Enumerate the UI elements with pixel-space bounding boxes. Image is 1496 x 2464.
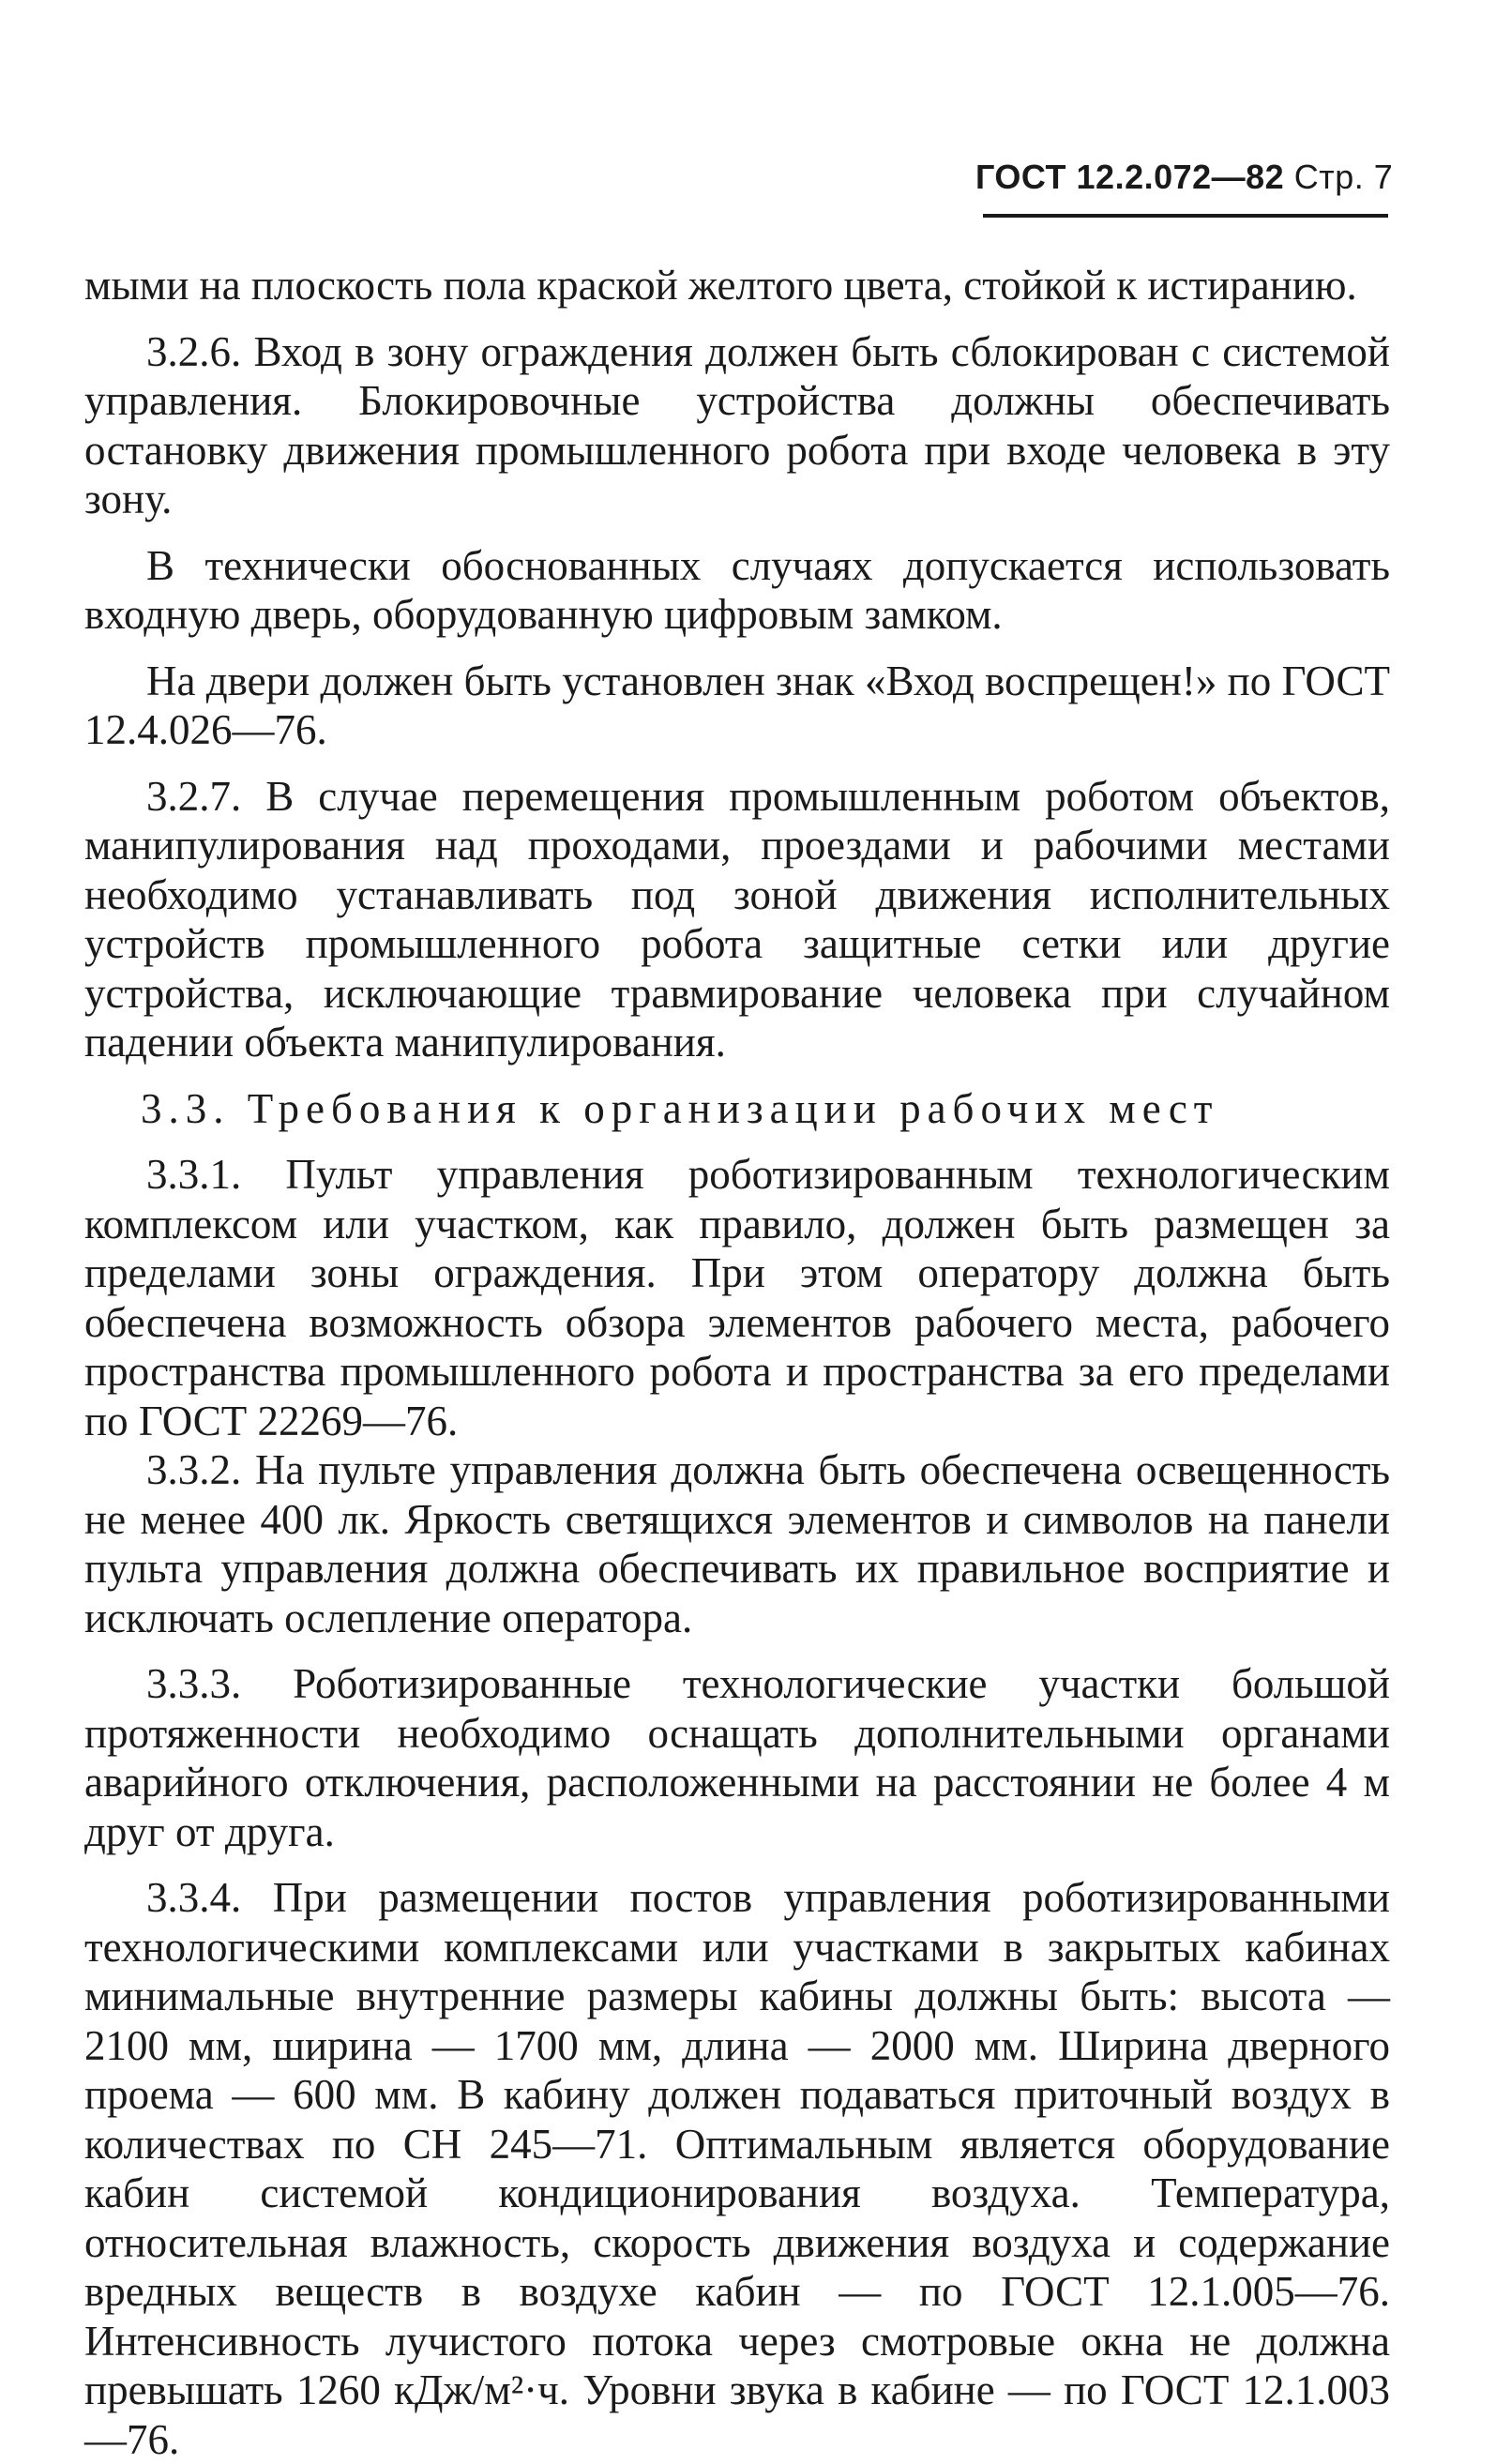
paragraph-digital-lock: В технически обоснованных случаях допускается использовать входную дверь, оборудованную цифровым замком.	[84, 541, 1390, 638]
paragraph-3-3-4: 3.3.4. При размещении постов управления роботизированными технологическими комплексами или участками в закрытых кабинах минимальные внутренние размеры кабины должны быть: высота — 2100 мм, ширина — 1700 мм, длина — 2000 мм. Ширина дверного проема — 600 мм. В кабину должен подаваться приточный воздух в количествах по СН 245—71. Оптимальным является оборудование кабин системой кондиционирования воздуха. Температура, относительная влажность, скорость движения воздуха и содержание вредных веществ в воздухе кабин — по ГОСТ 12.1.005—76. Интенсивность лучистого потока через смотровые окна не должна превышать 1260 кДж/м²·ч. Уровни звука в кабине — по ГОСТ 12.1.003—76.	[84, 1874, 1390, 2463]
page-number: Стр. 7	[1293, 158, 1394, 196]
paragraph-continuation: мыми на плоскость пола краской желтого цвета, стойкой к истиранию.	[84, 262, 1357, 309]
document-body	[84, 261, 1390, 2464]
paragraph-3-2-7: 3.2.7. В случае перемещения промышленным роботом объектов, манипулирования над проходами, проездами и рабочими местами необходимо устанавливать под зоной движения исполнительных устройств промышленного робота защитные сетки или другие устройства, исключающие травмирование человека при случайном падении объекта манипулирования.	[84, 772, 1390, 1066]
paragraph-3-2-6: 3.2.6. Вход в зону ограждения должен быть сблокирован с системой управления. Блокировочные устройства должны обеспечивать остановку движения промышленного робота при входе человека в эту зону.	[84, 327, 1390, 522]
paragraph-warning-sign: На двери должен быть установлен знак «Вход воспрещен!» по ГОСТ 12.4.026—76.	[84, 657, 1390, 753]
header-rule	[983, 214, 1388, 218]
paragraph-3-3-3: 3.3.3. Роботизированные технологические участки большой протяженности необходимо оснащать дополнительными органами аварийного отключения, расположенными на расстоянии не более 4 м друг от друга.	[84, 1660, 1390, 1855]
standard-title: ГОСТ 12.2.072—82	[975, 158, 1285, 196]
paragraph-3-3-2: 3.3.2. На пульте управления должна быть обеспечена освещенность не менее 400 лк. Яркость светящихся элементов и символов на панели пульта управления должна обеспечивать их правильное восприятие и исключать ослепление оператора.	[84, 1446, 1390, 1641]
page-header	[975, 158, 1394, 197]
paragraph-3-3-1: 3.3.1. Пульт управления роботизированным технологическим комплексом или участком, как правило, должен быть размещен за пределами зоны ограждения. При этом оператору должна быть обеспечена возможность обзора элементов рабочего места, рабочего пространства промышленного робота и пространства за его пределами по ГОСТ 22269—76.	[84, 1151, 1390, 1444]
section-heading-3-3: 3.3. Требования к организации рабочих мест	[141, 1084, 1219, 1132]
